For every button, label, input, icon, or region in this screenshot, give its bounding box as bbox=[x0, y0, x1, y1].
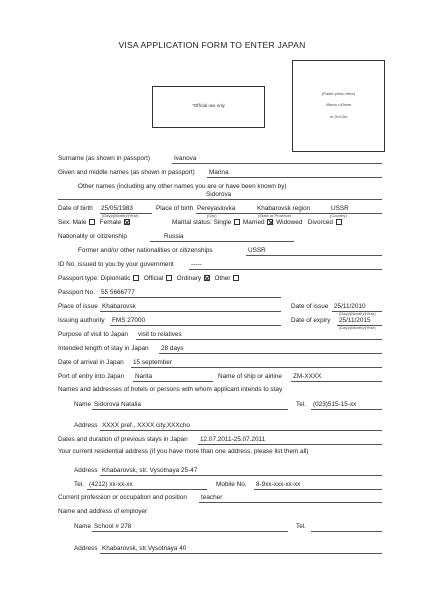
date-issue-hint: (Day)/(Month)/(Year) bbox=[339, 311, 376, 316]
emp-address-value[interactable]: Khabarovsk, str.Vysotnaya 40 bbox=[102, 545, 187, 552]
passport-other-checkbox[interactable] bbox=[233, 275, 239, 281]
sex-male-checkbox[interactable] bbox=[89, 219, 95, 225]
passport-type-row bbox=[58, 275, 240, 283]
official-use-label: *Official use only bbox=[192, 103, 225, 108]
place-issue-label: Place of issue bbox=[58, 303, 98, 310]
res-tel-value[interactable]: (4212) xx-xx-xx bbox=[89, 481, 133, 488]
emp-name-value[interactable]: School # 278 bbox=[94, 523, 132, 530]
host-tel-value[interactable]: (023)515-15-xx bbox=[313, 401, 357, 408]
official-use-box bbox=[152, 86, 265, 128]
marital-widowed-label: Widowed bbox=[276, 219, 303, 226]
dob-label: Date of birth bbox=[58, 205, 93, 212]
date-issue-label: Date of issue bbox=[291, 303, 329, 310]
prev-stays-value[interactable]: 12.07.2011-25.07.2011 bbox=[200, 436, 266, 443]
marital-single-checkbox[interactable] bbox=[234, 219, 240, 225]
surname-label: Surname (as shown in passport) bbox=[58, 155, 150, 162]
length-stay-value[interactable]: 28 days bbox=[161, 345, 184, 352]
marital-row bbox=[172, 219, 343, 227]
ship-label: Name of ship or airline bbox=[218, 373, 282, 380]
passport-ordinary-checkbox[interactable] bbox=[204, 275, 210, 281]
res-address-value[interactable]: Khabarovsk, str. Vysotnaya 25-47 bbox=[102, 467, 198, 474]
passport-official-checkbox[interactable] bbox=[166, 275, 172, 281]
pob-country-hint: (Country) bbox=[330, 213, 347, 218]
host-address-value[interactable]: XXXX pref., XXXX city,XXXcho bbox=[102, 422, 190, 429]
length-stay-label: Intended length of stay in Japan bbox=[58, 345, 149, 352]
pob-city[interactable]: Pereyaslovka bbox=[197, 205, 236, 212]
photo-size-in: or 2in×2in bbox=[329, 114, 348, 119]
pob-country[interactable]: USSR bbox=[331, 205, 349, 212]
nationality-value[interactable]: Russia bbox=[164, 233, 184, 240]
host-name-value[interactable]: Sidorova Natalia bbox=[94, 401, 141, 408]
form-title: VISA APPLICATION FORM TO ENTER JAPAN bbox=[118, 40, 306, 50]
passport-type-label: Passport type: bbox=[58, 275, 99, 282]
given-names-value[interactable]: Marina bbox=[209, 169, 229, 176]
host-tel-label: Tel. bbox=[296, 401, 306, 408]
id-no-label: ID No. issued to you by your government bbox=[58, 261, 174, 268]
port-value[interactable]: Narita bbox=[135, 373, 153, 380]
id-no-value[interactable]: ----- bbox=[191, 261, 202, 268]
marital-married-checkbox[interactable] bbox=[267, 219, 273, 225]
date-expiry-value[interactable]: 25/11/2015 bbox=[339, 317, 371, 324]
emp-tel-label: Tel. bbox=[296, 523, 306, 530]
dob-value[interactable]: 25/05/1983 bbox=[101, 205, 133, 212]
sex-row bbox=[58, 219, 131, 227]
passport-official-label: Official bbox=[143, 275, 164, 282]
nationality-label: Nationality or citizenship bbox=[58, 233, 127, 240]
marital-label: Marital status: bbox=[172, 219, 212, 226]
prev-stays-label: Dates and duration of previous stays in Japan bbox=[58, 436, 188, 443]
ship-value[interactable]: ZM-XXXX bbox=[293, 373, 322, 380]
former-nationality-value[interactable]: USSR bbox=[248, 247, 266, 254]
arrival-label: Date of arrival in Japan bbox=[58, 359, 124, 366]
passport-other-label: Other bbox=[214, 275, 231, 282]
pob-city-hint: (City) bbox=[207, 213, 217, 218]
purpose-label: Purpose of visit to Japan bbox=[58, 331, 128, 338]
passport-no-value[interactable]: 55 5666777 bbox=[101, 289, 135, 296]
emp-address-label: Address bbox=[74, 545, 98, 552]
pob-label: Place of birth bbox=[156, 205, 194, 212]
marital-divorced-checkbox[interactable] bbox=[336, 219, 342, 225]
passport-diplomatic-label: Diplomatic bbox=[100, 275, 131, 282]
date-issue-value[interactable]: 25/11/2010 bbox=[334, 303, 366, 310]
passport-no-label: Passport No. bbox=[58, 289, 95, 296]
res-address-label: Address bbox=[74, 467, 98, 474]
photo-instruction: (Paste photo here) bbox=[321, 91, 356, 96]
pob-state[interactable]: Khabarovsk region bbox=[257, 205, 311, 212]
date-expiry-hint: (Day)/(Month)/(Year) bbox=[339, 325, 376, 330]
authority-label: Issuing authority bbox=[58, 317, 105, 324]
sex-female-label: Female bbox=[99, 219, 122, 226]
photo-box bbox=[292, 60, 385, 152]
date-expiry-label: Date of expiry bbox=[291, 317, 331, 324]
dob-hint: (Day)/(Month)/(Year) bbox=[102, 213, 139, 218]
marital-single-label: Single bbox=[213, 219, 232, 226]
former-nationality-label: Former and/or other nationalities or citizenships bbox=[78, 247, 213, 254]
passport-ordinary-label: Ordinary bbox=[176, 275, 202, 282]
passport-diplomatic-checkbox[interactable] bbox=[133, 275, 139, 281]
pob-state-hint: (State or Province) bbox=[258, 213, 292, 218]
sex-male-label: Male bbox=[72, 219, 87, 226]
employer-heading: Name and address of employer bbox=[58, 508, 148, 515]
host-name-label: Name bbox=[74, 401, 92, 408]
sex-label: Sex: bbox=[58, 219, 71, 226]
mobile-value[interactable]: 8-9xx-xxx-xx-xx bbox=[256, 481, 301, 488]
emp-name-label: Name bbox=[74, 523, 92, 530]
purpose-value[interactable]: visit to relatives bbox=[138, 331, 182, 338]
marital-divorced-label: Divorced bbox=[307, 219, 333, 226]
mobile-label: Mobile No. bbox=[216, 481, 247, 488]
profession-label: Current profession or occupation and position bbox=[58, 494, 187, 501]
authority-value[interactable]: FMS 27000 bbox=[112, 317, 146, 324]
other-names-label: Other names (including any other names you are or have been known by) bbox=[78, 183, 287, 190]
surname-value[interactable]: Ivanova bbox=[174, 155, 197, 162]
sex-female-checkbox[interactable] bbox=[124, 219, 130, 225]
host-address-label: Address bbox=[74, 422, 98, 429]
place-issue-value[interactable]: Khabarovsk bbox=[102, 303, 136, 310]
arrival-value[interactable]: 15 september bbox=[133, 359, 173, 366]
photo-size-mm: 45mm ×45mm bbox=[325, 102, 352, 107]
profession-value[interactable]: teacher bbox=[201, 494, 223, 501]
port-label: Port of entry into Japan bbox=[58, 373, 125, 380]
other-names-value[interactable]: Sidorova bbox=[206, 191, 232, 198]
given-names-label: Given and middle names (as shown in passport) bbox=[58, 169, 195, 176]
hotels-heading: Names and addresses of hotels or persons with whom applicant intends to stay bbox=[58, 386, 283, 393]
res-tel-label: Tel. bbox=[74, 481, 84, 488]
residential-heading: Your current residential address (if you have more than one address, please list them all) bbox=[58, 448, 309, 455]
marital-married-label: Married bbox=[242, 219, 265, 226]
